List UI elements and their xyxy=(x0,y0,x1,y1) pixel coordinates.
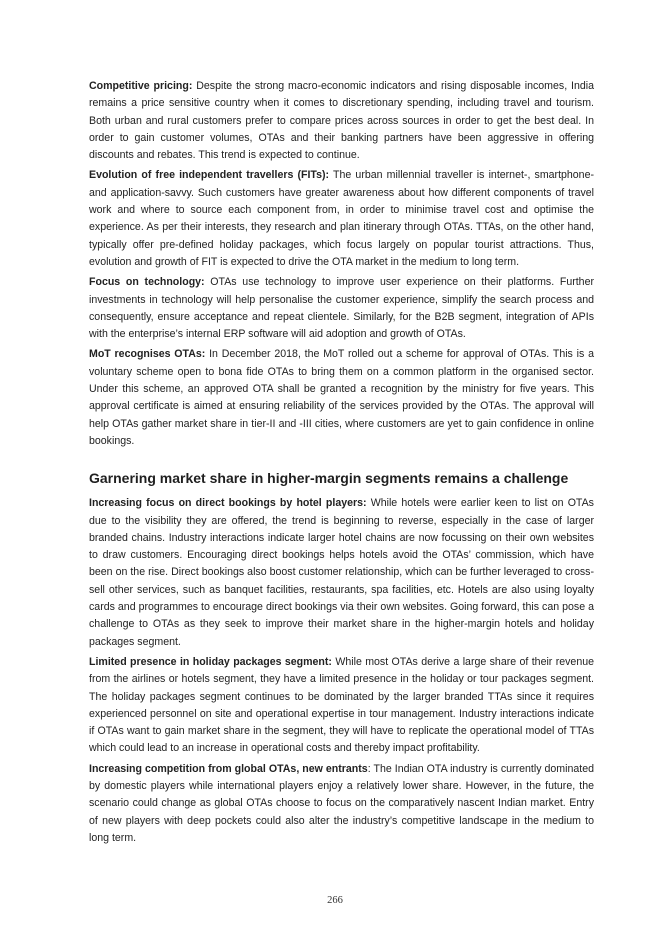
paragraph-body: While hotels were earlier keen to list on OTAs due to the visibility they are offered, the trend is beginning to reverse, especially in the case of larger branded chains. Industry interactions indicate larger hotel chains are now focussing on their own websites to draw customers. Encouraging direct bookings helps hotels avoid the OTAs’ commission, which have been on the rise. Direct bookings also boost customer relationship, which can be further leveraged to cross-sell other services, such as banquet facilities, restaurants, spa facilities, etc. Hotels are also using loyalty cards and programmes to encourage direct bookings via their own websites. Going forward, this can pose a challenge to OTAs as they seek to improve their market share in the higher-margin hotels and holiday packages segment. xyxy=(89,497,594,648)
paragraph-competitive-pricing xyxy=(89,78,594,164)
paragraph-lead: Increasing focus on direct bookings by hotel players: xyxy=(89,497,367,510)
paragraph-body: The urban millennial traveller is internet-, smartphone- and application-savvy. Such customers have greater awareness about how different components of travel work and where to source each component from, in order to minimise travel cost and optimise the experience. As per their interests, they research and plan itinerary through OTAs. TTAs, on the other hand, typically offer pre-defined holiday packages, which focus largely on popular tourist attractions. Thus, evolution and growth of FIT is expected to drive the OTA market in the medium to long term. xyxy=(89,169,594,268)
paragraph-mot-recognises-otas xyxy=(89,346,594,450)
paragraph-evolution-of-fits xyxy=(89,167,594,271)
paragraph-lead: Increasing competition from global OTAs, new entrants xyxy=(89,762,368,775)
paragraph-focus-on-technology xyxy=(89,274,594,343)
section-heading: Garnering market share in higher-margin segments remains a challenge xyxy=(89,470,569,487)
paragraph-holiday-packages xyxy=(89,654,594,758)
paragraph-lead: MoT recognises OTAs: xyxy=(89,348,206,361)
paragraph-body: Despite the strong macro-economic indicators and rising disposable incomes, India remains a price sensitive country when it comes to discretionary spending, including travel and tourism. Both urban and rural customers prefer to compare prices across sources in order to get the best deal. In order to gain customer volumes, OTAs and their banking partners have been aggressive in offering discounts and rebates. This trend is expected to continue. xyxy=(89,80,595,162)
paragraph-lead: Limited presence in holiday packages segment: xyxy=(89,655,332,668)
paragraph-body: OTAs use technology to improve user experience on their platforms. Further investments in technology will help personalise the customer experience, simplify the search process and consequently, ensure acceptance and repeat clientele. Similarly, for the B2B segment, integration of APIs with the enterprise’s internal ERP software will aid adoption and growth of OTAs. xyxy=(89,276,594,341)
paragraph-lead: Competitive pricing: xyxy=(89,80,193,92)
paragraph-body: While most OTAs derive a large share of their revenue from the airlines or hotels segment, they have a limited presence in the holiday or tour packages segment. The holiday packages segment continues to be dominated by the larger branded TTAs since it requires experienced personnel on site and operational expertise in tour management. Industry interactions indicate if OTAs want to gain market share in the segment, they will have to replicate the operational model of TTAs which could lead to an increase in operational costs and thereby impact profitability. xyxy=(89,655,594,755)
paragraph-lead: Focus on technology: xyxy=(89,276,205,289)
page-number: 266 xyxy=(327,895,343,906)
paragraph-body: : The Indian OTA industry is currently dominated by domestic players while international players enjoy a relatively lower share. However, in the future, the scenario could change as global OTAs choose to focus on the comparatively nascent Indian market. Entry of new players with deep pockets could also alter the industry’s competitive landscape in the medium to long term. xyxy=(89,762,594,844)
paragraph-lead: Evolution of free independent travellers (FITs): xyxy=(89,169,330,182)
paragraph-body: In December 2018, the MoT rolled out a scheme for approval of OTAs. This is a voluntary scheme open to bona fide OTAs to bring them on a common platform in the organised sector. Under this scheme, an approved OTA shall be granted a recognition by the ministry for five years. This approval certificate is aimed at ensuring reliability of the services provided by the OTAs. The approval will help OTAs gather market share in tier-II and -III cities, where customers are yet to gain confidence in online bookings. xyxy=(89,348,594,447)
paragraph-direct-bookings xyxy=(89,495,594,651)
paragraph-increasing-competition xyxy=(89,761,594,847)
